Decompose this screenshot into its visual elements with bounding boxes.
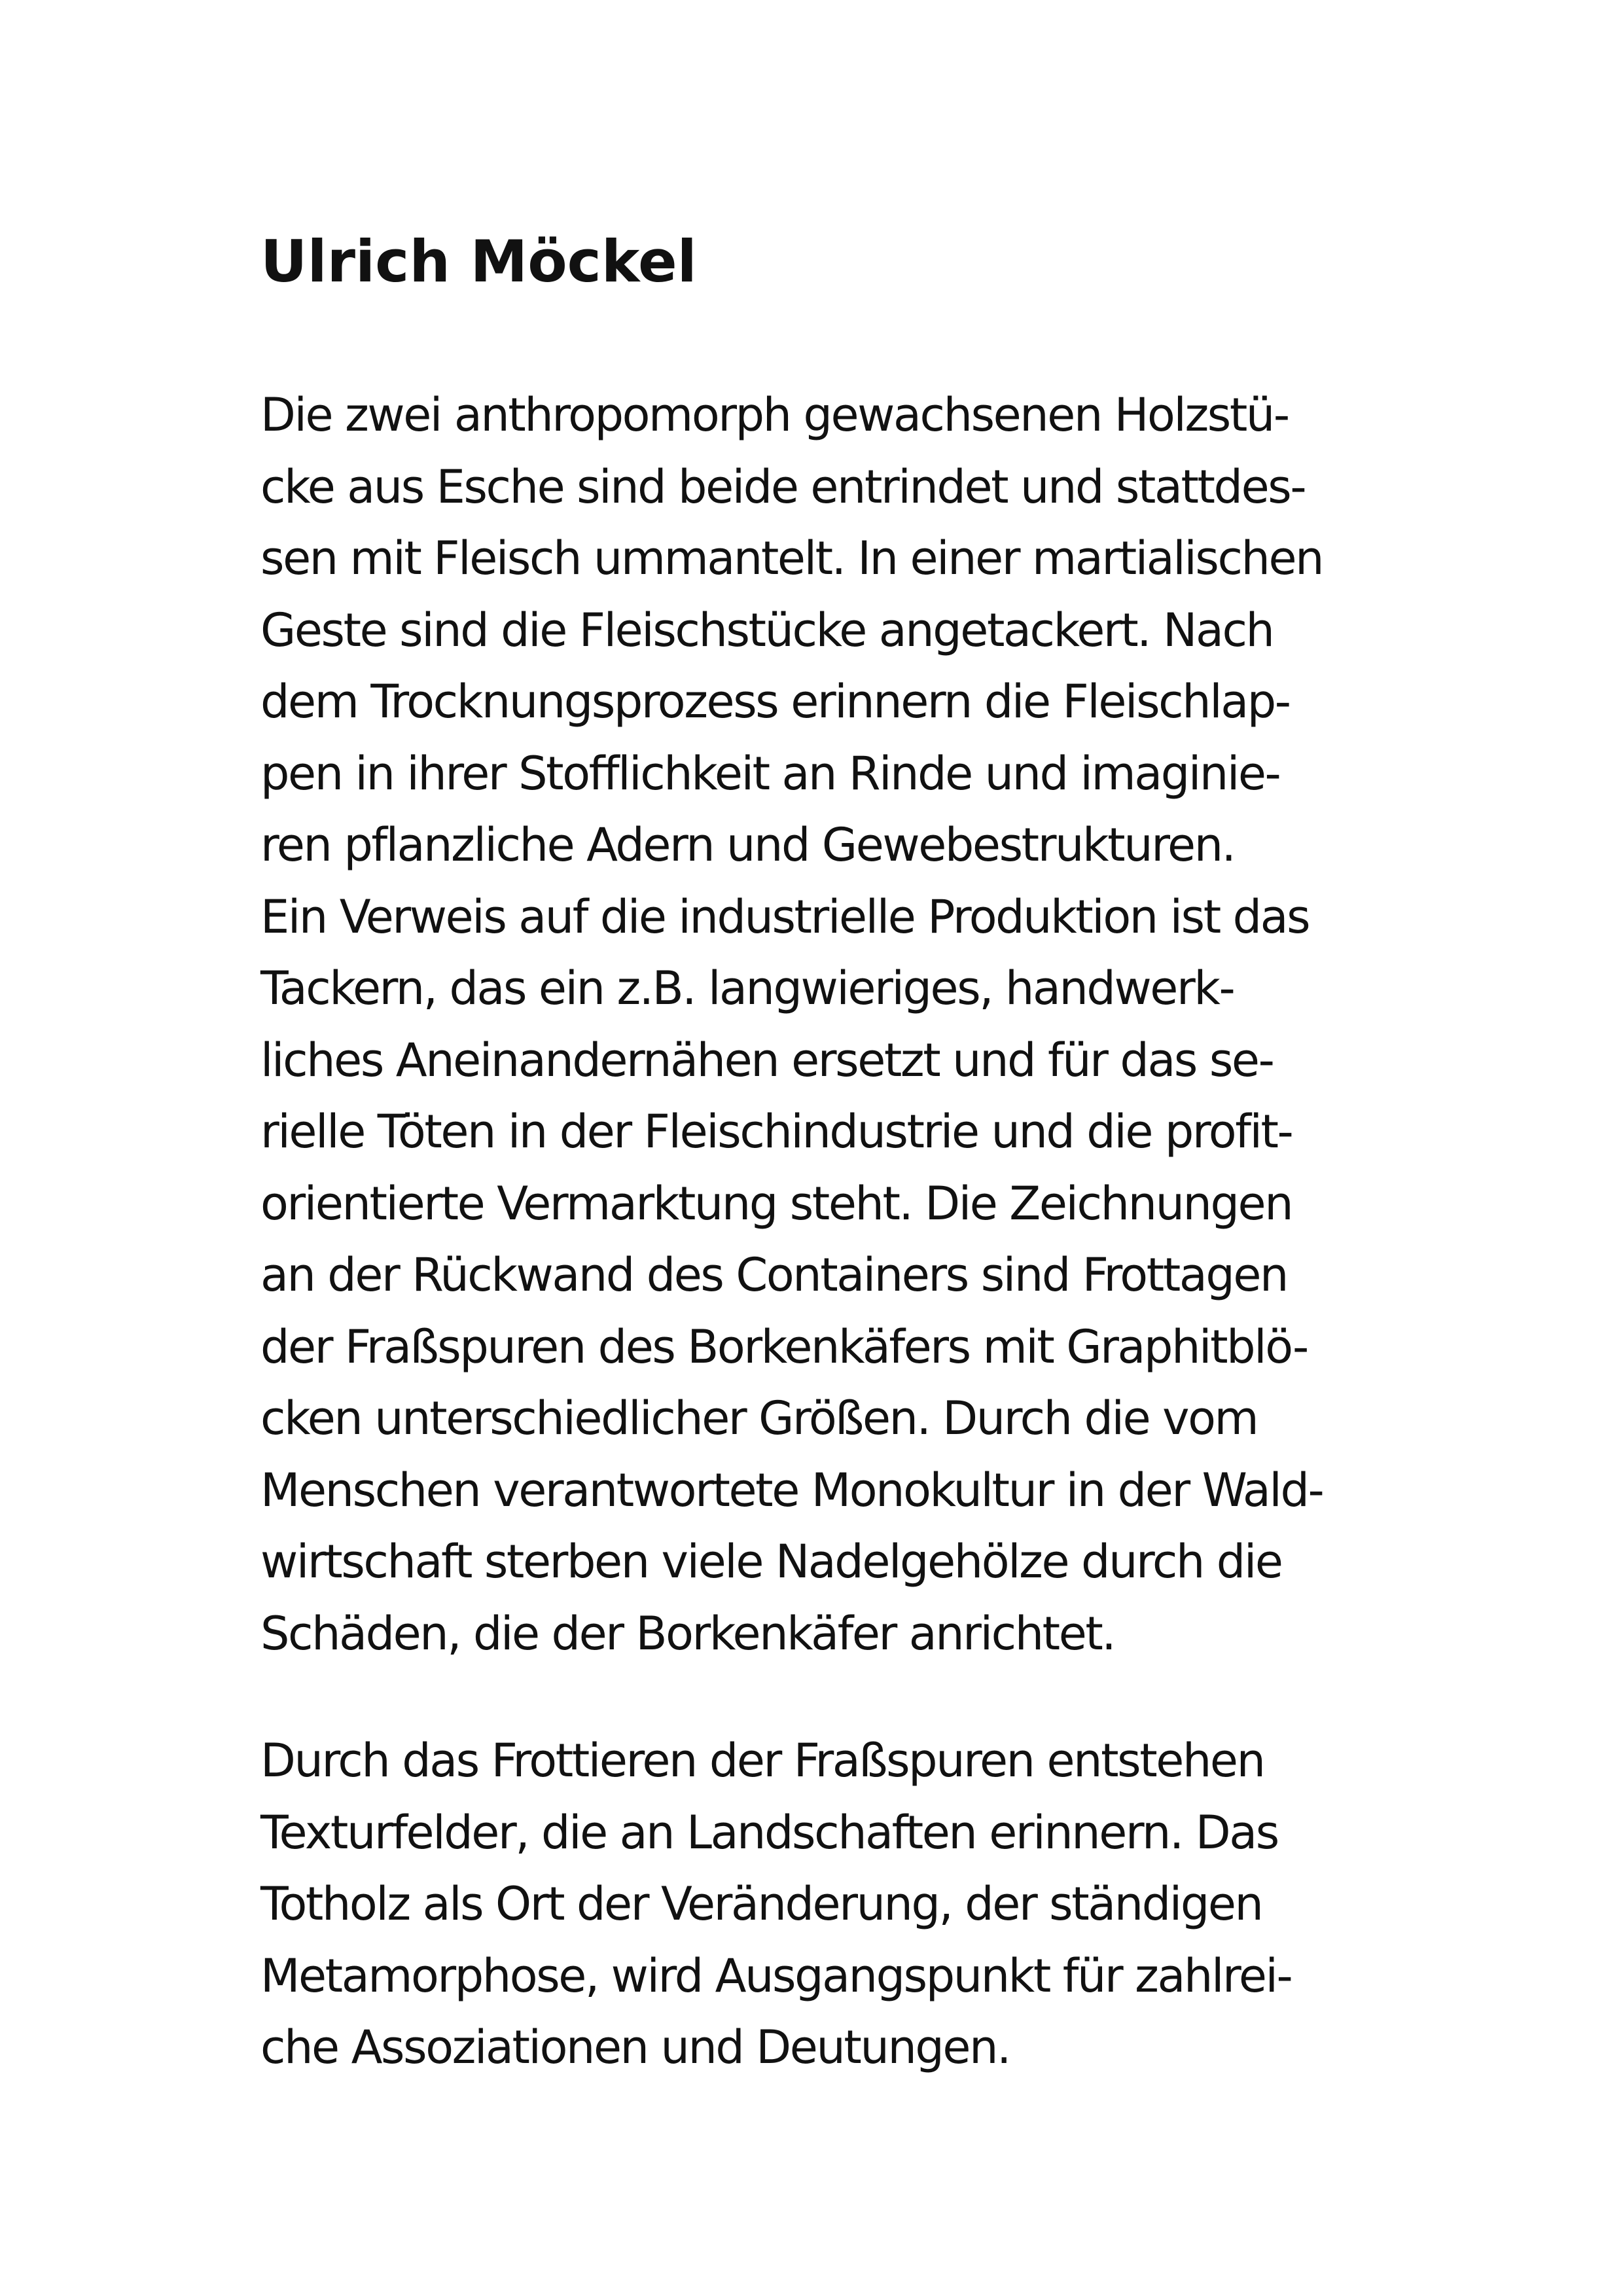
text-line: cken unterschiedlicher Größen. Durch die vom (260, 1391, 1258, 1445)
body-paragraph-1 (260, 380, 1323, 1670)
text-line: Geste sind die Fleischstücke angetackert. Nach (260, 603, 1274, 657)
text-line: liches Aneinandernähen ersetzt und für das se- (260, 1033, 1274, 1087)
text-line: Tackern, das ein z.B. langwieriges, handwerk- (260, 961, 1234, 1015)
text-line: Menschen verantwortete Monokultur in der Wald- (260, 1463, 1323, 1517)
text-line: che Assoziationen und Deutungen. (260, 2020, 1010, 2074)
text-line: Texturfelder, die an Landschaften erinnern. Das (260, 1805, 1278, 1859)
text-line: Ein Verweis auf die industrielle Produktion ist das (260, 889, 1310, 944)
text-line: Schäden, die der Borkenkäfer anrichtet. (260, 1606, 1115, 1660)
body-paragraph-2 (260, 1725, 1291, 2084)
text-line: Metamorphose, wird Ausgangspunkt für zahlrei- (260, 1948, 1292, 2003)
text-line: orientierte Vermarktung steht. Die Zeichnungen (260, 1176, 1293, 1230)
text-line: Durch das Frottieren der Fraßspuren entstehen (260, 1734, 1264, 1787)
text-line: an der Rückwand des Containers sind Frottagen (260, 1248, 1287, 1302)
text-line: rielle Töten in der Fleischindustrie und die profit- (260, 1105, 1293, 1158)
text-line: sen mit Fleisch ummantelt. In einer martialischen (260, 531, 1323, 585)
text-line: Totholz als Ort der Veränderung, der ständigen (260, 1877, 1262, 1931)
text-line: der Fraßspuren des Borkenkäfers mit Graphitblö- (260, 1319, 1308, 1374)
text-line: ren pflanzliche Adern und Gewebestrukturen. (260, 818, 1235, 872)
text-line: cke aus Esche sind beide entrindet und stattdes- (260, 459, 1306, 514)
text-line: dem Trocknungsprozess erinnern die Fleischlap- (260, 675, 1290, 728)
page-title: Ulrich Möckel (260, 228, 697, 295)
text-line: Die zwei anthropomorph gewachsenen Holzstü- (260, 388, 1289, 442)
text-line: pen in ihrer Stofflichkeit an Rinde und imaginie- (260, 746, 1280, 800)
text-line: wirtschaft sterben viele Nadelgehölze durch die (260, 1535, 1282, 1588)
